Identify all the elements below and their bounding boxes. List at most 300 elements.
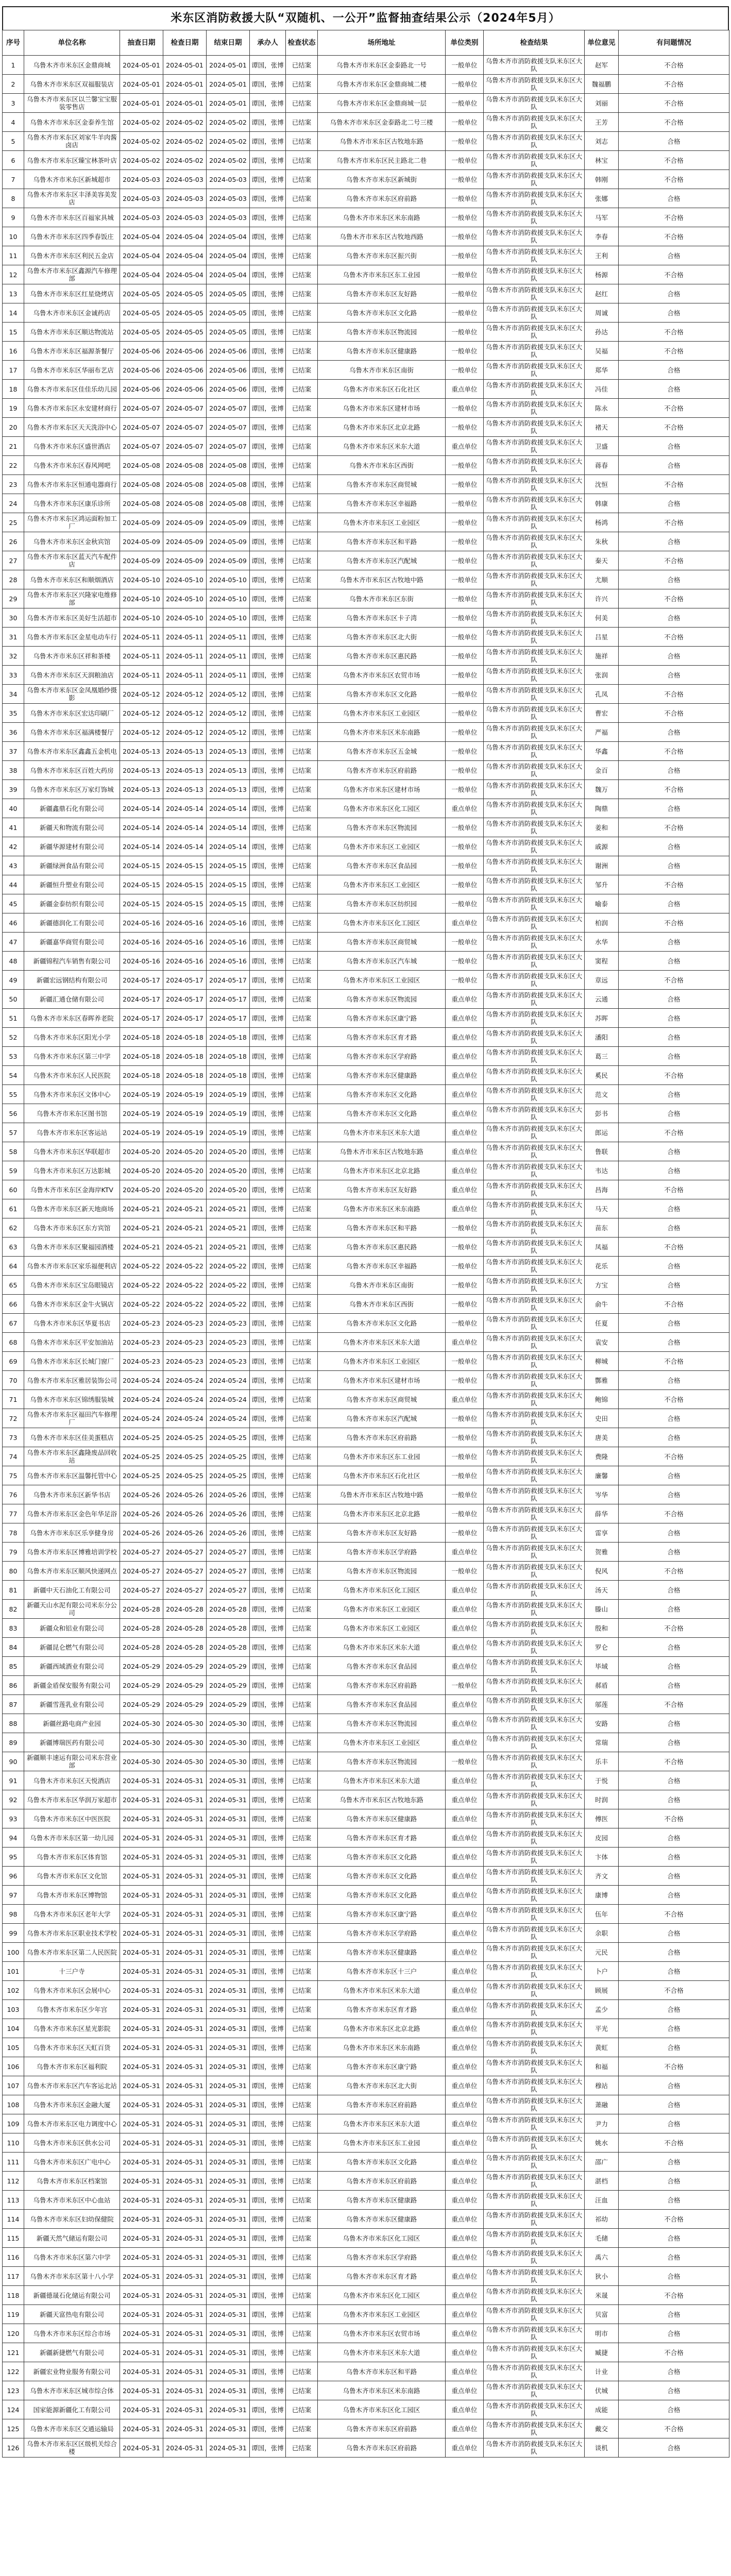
table-cell-check: 2024-05-14 xyxy=(163,818,207,837)
table-cell-type: 重点单位 xyxy=(446,2343,484,2362)
table-cell-issue: 合格 xyxy=(619,1733,729,1752)
table-cell-result: 乌鲁木齐市消防救援支队米东区大队 xyxy=(484,284,585,303)
table-cell-status: 已结案 xyxy=(286,113,318,132)
table-cell-name: 新疆德晟石化储运有限公司 xyxy=(24,2286,120,2305)
table-cell-status: 已结案 xyxy=(286,1828,318,1848)
table-cell-addr: 乌鲁木齐市米东区石化社区 xyxy=(318,380,446,399)
table-cell-check: 2024-05-22 xyxy=(163,1276,207,1295)
table-cell-type: 重点单位 xyxy=(446,1943,484,1962)
table-cell-check: 2024-05-28 xyxy=(163,1600,207,1619)
table-cell-plan: 2024-05-27 xyxy=(120,1543,163,1562)
table-cell-issue: 合格 xyxy=(619,1771,729,1790)
table-cell-plan: 2024-05-31 xyxy=(120,1867,163,1886)
table-row xyxy=(3,2248,729,2267)
table-cell-check: 2024-05-18 xyxy=(163,1047,207,1066)
table-row xyxy=(3,2114,729,2133)
table-cell-check: 2024-05-23 xyxy=(163,1352,207,1371)
table-cell-staff: 谭国，张博 xyxy=(250,608,286,628)
table-cell-check: 2024-05-26 xyxy=(163,1504,207,1523)
table-cell-check: 2024-05-31 xyxy=(163,2343,207,2362)
table-cell-no: 109 xyxy=(3,2114,24,2133)
table-cell-addr: 乌鲁木齐市米东区文化路 xyxy=(318,303,446,323)
table-cell-name: 乌鲁木齐市米东区长城门窗厂 xyxy=(24,1352,120,1371)
table-cell-status: 已结案 xyxy=(286,1790,318,1809)
table-cell-staff: 谭国，张博 xyxy=(250,1066,286,1085)
table-cell-name: 新疆天山水泥有限公司米东分公司 xyxy=(24,1600,120,1619)
table-cell-end: 2024-05-22 xyxy=(207,1276,250,1295)
table-cell-type: 重点单位 xyxy=(446,2095,484,2114)
table-cell-plan: 2024-05-31 xyxy=(120,1924,163,1943)
table-cell-type: 一般单位 xyxy=(446,1257,484,1276)
table-cell-addr: 乌鲁木齐市米东区友好路 xyxy=(318,284,446,303)
table-cell-addr: 乌鲁木齐市米东区文化路 xyxy=(318,1104,446,1123)
table-cell-plan: 2024-05-13 xyxy=(120,780,163,799)
table-cell-status: 已结案 xyxy=(286,1028,318,1047)
table-cell-status: 已结案 xyxy=(286,1886,318,1905)
table-cell-plan: 2024-05-08 xyxy=(120,494,163,513)
table-cell-addr: 乌鲁木齐市米东区健康路 xyxy=(318,1809,446,1828)
table-cell-staff: 谭国，张博 xyxy=(250,475,286,494)
table-cell-no: 3 xyxy=(3,94,24,113)
table-cell-end: 2024-05-01 xyxy=(207,75,250,94)
table-cell-addr: 乌鲁木齐市米东区幸福路 xyxy=(318,1257,446,1276)
table-cell-no: 108 xyxy=(3,2095,24,2114)
table-cell-end: 2024-05-04 xyxy=(207,227,250,246)
table-cell-status: 已结案 xyxy=(286,608,318,628)
table-row xyxy=(3,1562,729,1581)
table-cell-end: 2024-05-20 xyxy=(207,1142,250,1161)
table-cell-addr: 乌鲁木齐市米东区府前路 xyxy=(318,1428,446,1447)
table-cell-no: 37 xyxy=(3,742,24,761)
table-cell-type: 一般单位 xyxy=(446,1238,484,1257)
table-cell-check: 2024-05-31 xyxy=(163,2229,207,2248)
table-cell-addr: 乌鲁木齐市米东区化工园区 xyxy=(318,2286,446,2305)
table-cell-no: 79 xyxy=(3,1543,24,1562)
table-cell-name: 乌鲁木齐市米东区鑫鑫五金机电 xyxy=(24,742,120,761)
table-cell-sign: 毕域 xyxy=(585,1657,619,1676)
table-cell-name: 乌鲁木齐市米东区雅居装饰公司 xyxy=(24,1371,120,1390)
table-cell-type: 重点单位 xyxy=(446,1924,484,1943)
table-cell-name: 乌鲁木齐市米东区四季春饭庄 xyxy=(24,227,120,246)
table-cell-name: 乌鲁木齐市米东区家乐福便利店 xyxy=(24,1257,120,1276)
table-cell-end: 2024-05-31 xyxy=(207,2133,250,2153)
table-cell-end: 2024-05-04 xyxy=(207,246,250,265)
table-cell-plan: 2024-05-31 xyxy=(120,2229,163,2248)
table-cell-status: 已结案 xyxy=(286,2267,318,2286)
table-cell-result: 乌鲁木齐市消防救援支队米东区大队 xyxy=(484,2286,585,2305)
table-cell-status: 已结案 xyxy=(286,1276,318,1295)
table-cell-type: 一般单位 xyxy=(446,628,484,647)
table-cell-sign: 酆雅 xyxy=(585,1371,619,1390)
table-row xyxy=(3,894,729,913)
table-cell-staff: 谭国，张博 xyxy=(250,780,286,799)
table-cell-no: 116 xyxy=(3,2248,24,2267)
table-cell-check: 2024-05-24 xyxy=(163,1371,207,1390)
table-cell-name: 新疆天富热电有限公司 xyxy=(24,2305,120,2324)
table-cell-type: 重点单位 xyxy=(446,913,484,933)
table-cell-status: 已结案 xyxy=(286,246,318,265)
table-cell-name: 新疆汇通仓储有限公司 xyxy=(24,990,120,1009)
table-cell-addr: 乌鲁木齐市米东区北大街 xyxy=(318,628,446,647)
table-cell-status: 已结案 xyxy=(286,418,318,437)
table-cell-type: 一般单位 xyxy=(446,685,484,704)
table-cell-check: 2024-05-26 xyxy=(163,1523,207,1543)
table-cell-result: 乌鲁木齐市消防救援支队米东区大队 xyxy=(484,475,585,494)
table-cell-plan: 2024-05-22 xyxy=(120,1276,163,1295)
table-cell-plan: 2024-05-20 xyxy=(120,1142,163,1161)
table-cell-staff: 谭国，张博 xyxy=(250,933,286,952)
table-cell-issue: 合格 xyxy=(619,532,729,551)
table-cell-sign: 郝盾 xyxy=(585,1676,619,1695)
table-cell-sign: 范文 xyxy=(585,1085,619,1104)
table-cell-end: 2024-05-26 xyxy=(207,1504,250,1523)
table-cell-check: 2024-05-30 xyxy=(163,1733,207,1752)
table-cell-addr: 乌鲁木齐市米东区东工业园 xyxy=(318,265,446,284)
table-cell-type: 重点单位 xyxy=(446,1180,484,1199)
table-cell-addr: 乌鲁木齐市米东区北京北路 xyxy=(318,2019,446,2038)
table-cell-plan: 2024-05-16 xyxy=(120,933,163,952)
table-cell-no: 15 xyxy=(3,323,24,342)
table-cell-end: 2024-05-31 xyxy=(207,1924,250,1943)
table-cell-plan: 2024-05-25 xyxy=(120,1466,163,1485)
table-cell-result: 乌鲁木齐市消防救援支队米东区大队 xyxy=(484,2172,585,2191)
table-cell-addr: 乌鲁木齐市米东区米东大道 xyxy=(318,437,446,456)
table-cell-sign: 陈永 xyxy=(585,399,619,418)
table-cell-addr: 乌鲁木齐市米东区文化路 xyxy=(318,1314,446,1333)
table-cell-result: 乌鲁木齐市消防救援支队米东区大队 xyxy=(484,1771,585,1790)
table-cell-result: 乌鲁木齐市消防救援支队米东区大队 xyxy=(484,1943,585,1962)
table-cell-addr: 乌鲁木齐市米东区惠民路 xyxy=(318,1238,446,1257)
table-cell-name: 乌鲁木齐市米东区中医医院 xyxy=(24,1809,120,1828)
table-cell-status: 已结案 xyxy=(286,2286,318,2305)
table-cell-plan: 2024-05-25 xyxy=(120,1428,163,1447)
table-cell-result: 乌鲁木齐市消防救援支队米东区大队 xyxy=(484,265,585,284)
table-cell-result: 乌鲁木齐市消防救援支队米东区大队 xyxy=(484,56,585,75)
table-row xyxy=(3,2438,729,2458)
table-cell-sign: 米晟 xyxy=(585,2286,619,2305)
table-cell-check: 2024-05-21 xyxy=(163,1199,207,1218)
table-cell-no: 104 xyxy=(3,2019,24,2038)
table-cell-issue: 合格 xyxy=(619,1657,729,1676)
table-row xyxy=(3,1733,729,1752)
table-cell-no: 2 xyxy=(3,75,24,94)
table-cell-result: 乌鲁木齐市消防救援支队米东区大队 xyxy=(484,2419,585,2438)
table-cell-issue: 不合格 xyxy=(619,2343,729,2362)
table-cell-status: 已结案 xyxy=(286,189,318,208)
table-cell-no: 66 xyxy=(3,1295,24,1314)
table-cell-check: 2024-05-07 xyxy=(163,418,207,437)
table-cell-type: 一般单位 xyxy=(446,456,484,475)
table-cell-plan: 2024-05-05 xyxy=(120,303,163,323)
table-cell-staff: 谭国，张博 xyxy=(250,1562,286,1581)
table-cell-issue: 合格 xyxy=(619,2438,729,2458)
table-cell-type: 一般单位 xyxy=(446,1409,484,1428)
table-cell-plan: 2024-05-31 xyxy=(120,2343,163,2362)
table-cell-name: 乌鲁木齐市米东区福满楼餐厅 xyxy=(24,723,120,742)
table-cell-name: 乌鲁木齐市米东区红星烧烤店 xyxy=(24,284,120,303)
table-cell-type: 一般单位 xyxy=(446,589,484,608)
table-cell-result: 乌鲁木齐市消防救援支队米东区大队 xyxy=(484,2229,585,2248)
table-row xyxy=(3,2324,729,2343)
table-cell-end: 2024-05-21 xyxy=(207,1238,250,1257)
table-cell-type: 重点单位 xyxy=(446,1600,484,1619)
table-cell-no: 6 xyxy=(3,151,24,170)
table-cell-end: 2024-05-31 xyxy=(207,1981,250,2000)
table-cell-addr: 乌鲁木齐市米东区金鼎商城一层 xyxy=(318,94,446,113)
table-row xyxy=(3,418,729,437)
table-cell-addr: 乌鲁木齐市米东区西街 xyxy=(318,1295,446,1314)
table-cell-check: 2024-05-31 xyxy=(163,2153,207,2172)
table-cell-staff: 谭国，张博 xyxy=(250,1600,286,1619)
table-cell-sign: 康博 xyxy=(585,1886,619,1905)
table-cell-staff: 谭国，张博 xyxy=(250,1828,286,1848)
table-cell-end: 2024-05-31 xyxy=(207,1943,250,1962)
table-cell-result: 乌鲁木齐市消防救援支队米东区大队 xyxy=(484,1828,585,1848)
table-cell-name: 新疆宏业物业服务有限公司 xyxy=(24,2362,120,2381)
table-row xyxy=(3,2229,729,2248)
table-row xyxy=(3,303,729,323)
table-cell-end: 2024-05-06 xyxy=(207,380,250,399)
table-cell-result: 乌鲁木齐市消防救援支队米东区大队 xyxy=(484,875,585,894)
table-row xyxy=(3,1142,729,1161)
table-cell-sign: 尹力 xyxy=(585,2114,619,2133)
table-cell-type: 一般单位 xyxy=(446,284,484,303)
table-cell-result: 乌鲁木齐市消防救援支队米东区大队 xyxy=(484,1028,585,1047)
table-cell-status: 已结案 xyxy=(286,551,318,570)
table-cell-check: 2024-05-01 xyxy=(163,75,207,94)
table-cell-name: 新疆昆仑燃气有限公司 xyxy=(24,1638,120,1657)
table-cell-staff: 谭国，张博 xyxy=(250,1809,286,1828)
table-cell-end: 2024-05-17 xyxy=(207,1009,250,1028)
table-cell-check: 2024-05-28 xyxy=(163,1619,207,1638)
table-cell-no: 124 xyxy=(3,2400,24,2419)
table-cell-name: 乌鲁木齐市米东区美好生活超市 xyxy=(24,608,120,628)
table-cell-name: 乌鲁木齐市米东区天润粮油店 xyxy=(24,666,120,685)
table-cell-staff: 谭国，张博 xyxy=(250,1733,286,1752)
table-cell-name: 乌鲁木齐市米东区金诚药店 xyxy=(24,303,120,323)
table-cell-no: 56 xyxy=(3,1104,24,1123)
table-cell-status: 已结案 xyxy=(286,1657,318,1676)
table-cell-result: 乌鲁木齐市消防救援支队米东区大队 xyxy=(484,2362,585,2381)
table-cell-staff: 谭国，张博 xyxy=(250,2400,286,2419)
table-cell-issue: 合格 xyxy=(619,1676,729,1695)
table-cell-addr: 乌鲁木齐市米东区商贸城 xyxy=(318,933,446,952)
table-cell-check: 2024-05-31 xyxy=(163,2172,207,2191)
table-cell-end: 2024-05-31 xyxy=(207,2038,250,2057)
table-cell-name: 乌鲁木齐市米东区天虹百货 xyxy=(24,2038,120,2057)
table-cell-issue: 不合格 xyxy=(619,1695,729,1714)
table-cell-check: 2024-05-31 xyxy=(163,2362,207,2381)
table-cell-check: 2024-05-31 xyxy=(163,2286,207,2305)
table-cell-addr: 乌鲁木齐市米东区北京北路 xyxy=(318,1161,446,1180)
table-cell-plan: 2024-05-03 xyxy=(120,208,163,227)
table-cell-name: 乌鲁木齐市米东区华夏书店 xyxy=(24,1314,120,1333)
table-cell-check: 2024-05-31 xyxy=(163,1848,207,1867)
table-cell-plan: 2024-05-19 xyxy=(120,1123,163,1142)
table-cell-end: 2024-05-31 xyxy=(207,2286,250,2305)
table-row xyxy=(3,2172,729,2191)
table-cell-staff: 谭国，张博 xyxy=(250,1638,286,1657)
table-cell-staff: 谭国，张博 xyxy=(250,1257,286,1276)
table-cell-end: 2024-05-31 xyxy=(207,2324,250,2343)
table-cell-result: 乌鲁木齐市消防救援支队米东区大队 xyxy=(484,2267,585,2286)
table-cell-result: 乌鲁木齐市消防救援支队米东区大队 xyxy=(484,2076,585,2095)
table-cell-addr: 乌鲁木齐市米东区工业园区 xyxy=(318,875,446,894)
table-cell-name: 乌鲁木齐市米东区妇幼保健院 xyxy=(24,2210,120,2229)
table-cell-issue: 合格 xyxy=(619,189,729,208)
table-cell-check: 2024-05-31 xyxy=(163,2248,207,2267)
table-cell-type: 一般单位 xyxy=(446,494,484,513)
table-cell-check: 2024-05-31 xyxy=(163,2400,207,2419)
table-cell-staff: 谭国，张博 xyxy=(250,1142,286,1161)
table-cell-no: 71 xyxy=(3,1390,24,1409)
table-cell-addr: 乌鲁木齐市米东区米东南路 xyxy=(318,2381,446,2400)
table-cell-sign: 任夏 xyxy=(585,1314,619,1333)
table-cell-sign: 窦程 xyxy=(585,952,619,971)
table-cell-issue: 不合格 xyxy=(619,475,729,494)
table-cell-end: 2024-05-04 xyxy=(207,265,250,284)
table-cell-addr: 乌鲁木齐市米东区物流园 xyxy=(318,818,446,837)
table-cell-staff: 谭国，张博 xyxy=(250,75,286,94)
table-cell-status: 已结案 xyxy=(286,361,318,380)
table-cell-plan: 2024-05-10 xyxy=(120,608,163,628)
table-cell-no: 28 xyxy=(3,570,24,589)
table-cell-addr: 乌鲁木齐市米东区米东南路 xyxy=(318,2038,446,2057)
table-cell-addr: 乌鲁木齐市米东区府前路 xyxy=(318,2095,446,2114)
table-cell-end: 2024-05-25 xyxy=(207,1428,250,1447)
table-cell-addr: 乌鲁木齐市米东区农贸市场 xyxy=(318,2324,446,2343)
table-cell-check: 2024-05-17 xyxy=(163,990,207,1009)
table-cell-staff: 谭国，张博 xyxy=(250,399,286,418)
table-cell-end: 2024-05-31 xyxy=(207,2114,250,2133)
table-cell-staff: 谭国，张博 xyxy=(250,342,286,361)
table-cell-plan: 2024-05-26 xyxy=(120,1485,163,1504)
table-cell-plan: 2024-05-03 xyxy=(120,189,163,208)
table-cell-check: 2024-05-06 xyxy=(163,342,207,361)
table-cell-plan: 2024-05-17 xyxy=(120,971,163,990)
table-cell-addr: 乌鲁木齐市米东区米东大道 xyxy=(318,1333,446,1352)
table-cell-issue: 不合格 xyxy=(619,1981,729,2000)
table-cell-status: 已结案 xyxy=(286,170,318,189)
table-cell-no: 45 xyxy=(3,894,24,913)
table-cell-result: 乌鲁木齐市消防救援支队米东区大队 xyxy=(484,1504,585,1523)
table-cell-check: 2024-05-31 xyxy=(163,2076,207,2095)
table-cell-no: 69 xyxy=(3,1352,24,1371)
table-cell-staff: 谭国，张博 xyxy=(250,1047,286,1066)
table-cell-addr: 乌鲁木齐市米东区物流园 xyxy=(318,1562,446,1581)
table-cell-result: 乌鲁木齐市消防救援支队米东区大队 xyxy=(484,2133,585,2153)
table-cell-addr: 乌鲁木齐市米东区育才路 xyxy=(318,2000,446,2019)
table-cell-no: 107 xyxy=(3,2076,24,2095)
table-cell-status: 已结案 xyxy=(286,723,318,742)
table-cell-type: 重点单位 xyxy=(446,2191,484,2210)
table-cell-status: 已结案 xyxy=(286,1771,318,1790)
table-cell-issue: 不合格 xyxy=(619,227,729,246)
table-cell-sign: 韦达 xyxy=(585,1161,619,1180)
table-cell-no: 91 xyxy=(3,1771,24,1790)
table-cell-issue: 合格 xyxy=(619,1714,729,1733)
table-cell-check: 2024-05-03 xyxy=(163,189,207,208)
table-cell-result: 乌鲁木齐市消防救援支队米东区大队 xyxy=(484,1199,585,1218)
table-cell-staff: 谭国，张博 xyxy=(250,1104,286,1123)
table-cell-plan: 2024-05-01 xyxy=(120,56,163,75)
table-cell-result: 乌鲁木齐市消防救援支队米东区大队 xyxy=(484,170,585,189)
table-cell-staff: 谭国，张博 xyxy=(250,647,286,666)
table-cell-sign: 鲁联 xyxy=(585,1142,619,1161)
table-cell-staff: 谭国，张博 xyxy=(250,742,286,761)
table-cell-addr: 乌鲁木齐市米东区化工园区 xyxy=(318,799,446,818)
table-cell-name: 乌鲁木齐市米东区老年大学 xyxy=(24,1905,120,1924)
table-cell-issue: 合格 xyxy=(619,303,729,323)
table-cell-plan: 2024-05-25 xyxy=(120,1447,163,1466)
table-cell-end: 2024-05-30 xyxy=(207,1714,250,1733)
table-cell-type: 一般单位 xyxy=(446,94,484,113)
table-cell-type: 一般单位 xyxy=(446,513,484,532)
table-row xyxy=(3,2038,729,2057)
table-cell-addr: 乌鲁木齐市米东区学府路 xyxy=(318,1543,446,1562)
table-cell-end: 2024-05-10 xyxy=(207,589,250,608)
table-cell-name: 乌鲁木齐市米东区新城超市 xyxy=(24,170,120,189)
table-cell-result: 乌鲁木齐市消防救援支队米东区大队 xyxy=(484,647,585,666)
table-cell-check: 2024-05-27 xyxy=(163,1543,207,1562)
table-cell-check: 2024-05-31 xyxy=(163,2324,207,2343)
table-cell-staff: 谭国，张博 xyxy=(250,2210,286,2229)
table-cell-type: 一般单位 xyxy=(446,475,484,494)
table-cell-check: 2024-05-27 xyxy=(163,1581,207,1600)
table-cell-type: 一般单位 xyxy=(446,170,484,189)
table-cell-sign: 喻泰 xyxy=(585,894,619,913)
table-cell-issue: 不合格 xyxy=(619,170,729,189)
table-cell-result: 乌鲁木齐市消防救援支队米东区大队 xyxy=(484,1600,585,1619)
table-cell-sign: 祁幼 xyxy=(585,2210,619,2229)
table-cell-end: 2024-05-31 xyxy=(207,1886,250,1905)
table-cell-no: 63 xyxy=(3,1238,24,1257)
table-cell-no: 78 xyxy=(3,1523,24,1543)
table-row xyxy=(3,227,729,246)
table-cell-type: 一般单位 xyxy=(446,856,484,875)
table-cell-check: 2024-05-09 xyxy=(163,513,207,532)
table-cell-result: 乌鲁木齐市消防救援支队米东区大队 xyxy=(484,323,585,342)
table-cell-type: 重点单位 xyxy=(446,1161,484,1180)
table-cell-check: 2024-05-31 xyxy=(163,1790,207,1809)
table-cell-addr: 乌鲁木齐市米东区学府路 xyxy=(318,1047,446,1066)
table-cell-issue: 合格 xyxy=(619,2038,729,2057)
table-cell-end: 2024-05-31 xyxy=(207,2191,250,2210)
table-cell-result: 乌鲁木齐市消防救援支队米东区大队 xyxy=(484,1790,585,1809)
table-cell-type: 一般单位 xyxy=(446,1276,484,1295)
table-cell-no: 17 xyxy=(3,361,24,380)
table-cell-end: 2024-05-27 xyxy=(207,1562,250,1581)
table-cell-issue: 合格 xyxy=(619,1333,729,1352)
table-cell-sign: 顾展 xyxy=(585,1981,619,2000)
column-header: 检查结果 xyxy=(484,30,585,56)
table-cell-check: 2024-05-31 xyxy=(163,1905,207,1924)
table-cell-check: 2024-05-25 xyxy=(163,1428,207,1447)
table-cell-plan: 2024-05-31 xyxy=(120,2191,163,2210)
table-cell-issue: 不合格 xyxy=(619,2286,729,2305)
table-cell-staff: 谭国，张博 xyxy=(250,284,286,303)
table-cell-type: 一般单位 xyxy=(446,399,484,418)
table-cell-plan: 2024-05-19 xyxy=(120,1085,163,1104)
table-cell-issue: 合格 xyxy=(619,1218,729,1238)
table-cell-addr: 乌鲁木齐市米东区民主路北二巷 xyxy=(318,151,446,170)
table-cell-result: 乌鲁木齐市消防救援支队米东区大队 xyxy=(484,113,585,132)
table-cell-sign: 湛档 xyxy=(585,2172,619,2191)
table-cell-type: 重点单位 xyxy=(446,1085,484,1104)
table-cell-check: 2024-05-30 xyxy=(163,1752,207,1771)
table-cell-plan: 2024-05-30 xyxy=(120,1752,163,1771)
table-cell-issue: 不合格 xyxy=(619,589,729,608)
